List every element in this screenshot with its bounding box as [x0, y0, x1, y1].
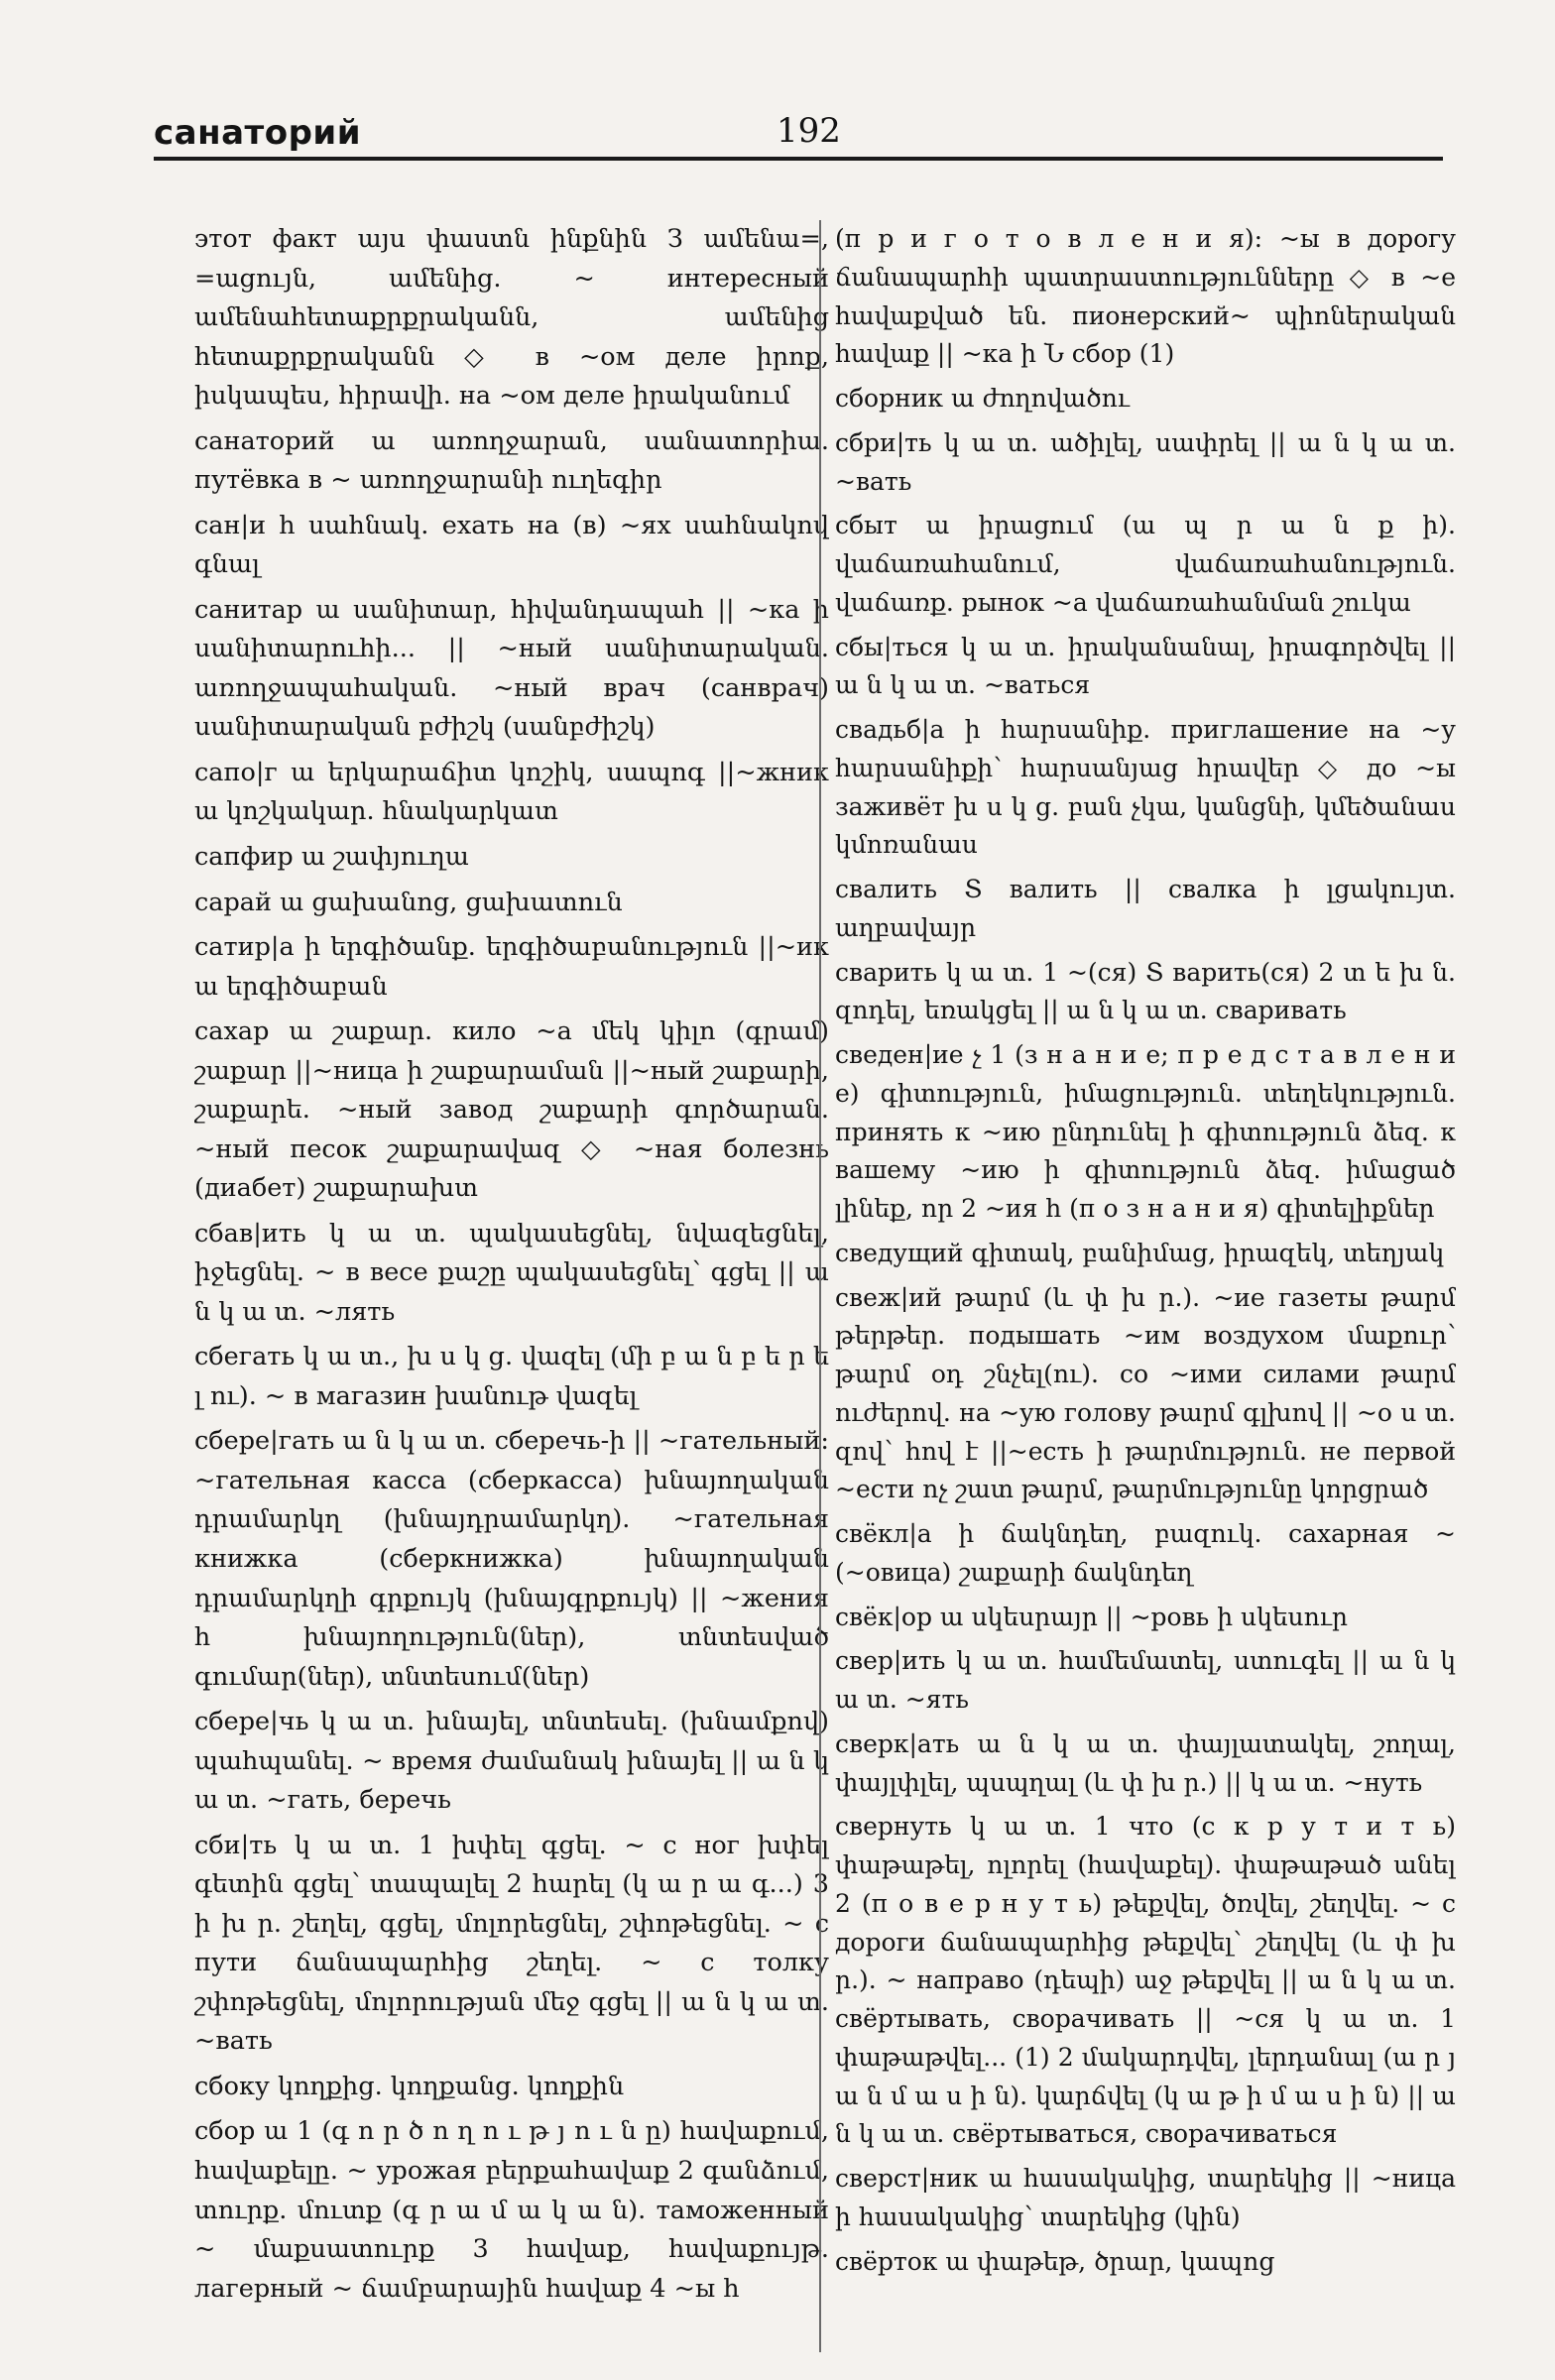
entry: сбы|ться կ ա տ. իրականանալ, իրագործվել || ա ն կ ա տ. ~ваться — [835, 632, 1456, 700]
entry: свёкл|а ի ճակնդեղ, բազուկ. сахарная ~ (~овица) շաքարի ճակնդեղ — [835, 1519, 1456, 1587]
entry: сборник ա ժողովածու — [835, 384, 1130, 413]
entry: этот факт այս փաստն ինքնին З ամենա=, =ացույն, ամենից. ~ интересный ամենահետաքրքրականն, ամենից հետաքրքրականն ◇ в ~ом деле իրոք, իսկապես, հիրավի. на ~ом деле իրականում — [194, 224, 829, 412]
entry: сапо|г ա երկարաճիտ կոշիկ, սապոգ ||~жник ա կոշկակար. հնակարկատ — [194, 757, 829, 827]
entry: сарай ա ցախանոց, ցախատուն — [194, 887, 623, 917]
entry: сбегать կ ա տ., խ ս կ ց. վազել (մի բ ա ն բ ե ր ե լ ու). ~ в магазин խանութ վազել — [194, 1342, 829, 1411]
entry: (п р и г о т о в л е н и я): ~ы в дорогу ճանապարհի պատրաստությունները ◇ в ~е հավաքված են. пионерский~ պիոներական հավաք || ~ка ի Ն сбор (1) — [835, 224, 1456, 369]
entry: свадьб|а ի հարսանիք. приглашение на ~у հարսանիքի՝ հարսանյաց հրավեր ◇ до ~ы заживёт խ ս կ ց. բան չկա, կանցնի, կմեծանաս կմոռանաս — [835, 715, 1456, 860]
entry: сбере|чь կ ա տ. խնայել, տնտեսել. (խնամքով) պահպանել. ~ время ժամանակ խնայել || ա ն կ ա տ. ~гать, беречь — [194, 1707, 829, 1816]
entry: свер|ить կ ա տ. համեմատել, ստուգել || ա ն կ ա տ. ~ять — [835, 1646, 1456, 1714]
entry: сведен|ие չ 1 (з н а н и е; п р е д с т а в л е н и е) գիտություն, իմացություն. տեղեկություն. принять к ~ию ընդունել ի գիտություն ձեզ. к вашему ~ию ի գիտություն ձեզ. իմացած լինեք, որ 2 ~ия հ (п о з н а н и я) գիտելիքներ — [835, 1040, 1456, 1223]
entry: свёрток ա փաթեթ, ծրար, կապոց — [835, 2246, 1275, 2276]
entry: сапфир ա շափյուղա — [194, 841, 469, 872]
left-column — [194, 220, 829, 2352]
entry: санитар ա սանիտար, հիվանդապահ || ~ка ի սանիտարուհի... || ~ный սանիտարական. առողջապահական. ~ный врач (санврач) սանիտարական բժիշկ (սանբժիշկ) — [194, 594, 829, 743]
entry: санаторий ա առողջարան, սանատորիա. путёвка в ~ առողջարանի ուղեգիր — [194, 425, 829, 496]
page-number: 192 — [777, 111, 841, 151]
entry: сби|ть կ ա տ. 1 խփել գցել. ~ с ног խփել գետին գցել՝ տապալել 2 հարել (կ ա ր ա գ...) 3 ի խ ր. շեղել, գցել, մոլորեցնել, շփոթեցնել. ~ с пути ճանապարհից շեղել. ~ с толку շփոթեցնել, մոլորության մեջ գցել || ա ն կ ա տ. ~вать — [194, 1830, 829, 2057]
entry: сбере|гать ա ն կ ա տ. сберечь-ի || ~гательный: ~гательная касса (сберкасса) խնայողական դրամարկղ (խնայդրամարկղ). ~гательная книжка (сберкнижка) խնայողական դրամարկղի գրքույկ (խնայգրքույկ) || ~жения հ խնայողություն(ներ), տնտեսված գումար(ներ), տնտեսում(ներ) — [194, 1426, 829, 1692]
entry: сбыт ա իրացում (ա պ ր ա ն ք ի). վաճառահանում, վաճառահանություն. վաճառք. рынок ~а վաճառահանման շուկա — [835, 511, 1456, 617]
guide-word: санаторий — [154, 113, 362, 153]
entry: сбав|ить կ ա տ. պակասեցնել, նվազեցնել, իջեցնել. ~ в весе քաշը պակասեցնել՝ գցել || ա ն կ ա տ. ~лять — [194, 1218, 829, 1327]
entry: сбоку կողքից. կողքանց. կողքին — [194, 2071, 625, 2101]
entry: сверст|ник ա հասակակից, տարեկից || ~ница ի հասակակից՝ տարեկից (կին) — [835, 2164, 1456, 2231]
right-column — [819, 220, 1456, 2352]
entry: свёк|ор ա սկեսրայր || ~ровь ի սկեսուր — [835, 1602, 1349, 1631]
entry: сверк|ать ա ն կ ա տ. փայլատակել, շողալ, փայլփլել, պսպղալ (և փ խ ր.) || կ ա տ. ~нуть — [835, 1728, 1456, 1797]
entry: свеж|ий թարմ (և փ խ ր.). ~ие газеты թարմ թերթեր. подышать ~им воздухом մաքուր՝ թարմ օդ շնչել(ու). со ~ими силами թարմ ուժերով. на ~ую голову թարմ գլխով || ~о ս տ. զով՝ հով է ||~есть ի թարմություն. не первой ~ести ոչ շատ թարմ, թարմությունը կորցրած — [835, 1282, 1456, 1504]
entry: сан|и հ սահնակ. ехать на (в) ~ях սահնակով գնալ — [194, 510, 829, 580]
entry: свалить Տ валить || свалка ի լցակույտ. աղբավայր — [835, 875, 1456, 942]
entry: сбри|ть կ ա տ. ածիլել, սափրել || ա ն կ ա տ. ~вать — [835, 427, 1456, 496]
entry: свернуть կ ա տ. 1 что (с к р у т и т ь) փաթաթել, ոլորել (հավաքել). փաթաթած անել 2 (п о в е р н у т ь) թեքվել, ծռվել, շեղվել. ~ с дороги ճանապարհից թեքվել՝ շեղվել (և փ խ ր.). ~ направо (դեպի) աջ թեքվել || ա ն կ ա տ. свёртывать, сворачивать || ~ся կ ա տ. 1 փաթաթվել... (1) 2 մակարդվել, լերդանալ (ա ր յ ա ն մ ա ս ի ն). կարճվել (կ ա թ ի մ ա ս ի ն) || ա ն կ ա տ. свёртываться, сворачиваться — [835, 1812, 1456, 2149]
entry: сварить կ ա տ. 1 ~(ся) Տ варить(ся) 2 տ ե խ ն. զոդել, եռակցել || ա ն կ ա տ. сваривать — [835, 957, 1456, 1025]
entry: сведущий գիտակ, բանիմաց, իրազեկ, տեղյակ — [835, 1238, 1445, 1267]
entry: сбор ա 1 (գ ո ր ծ ո ղ ո ւ թ յ ո ւ ն ը) հավաքում, հավաքելը. ~ урожая բերքահավաք 2 գանձում, տուրք. մուտք (գ ր ա մ ա կ ա ն). таможенный ~ մաքսատուրք 3 հավաք, հավաքույթ. лагерный ~ ճամբարային հավաք 4 ~ы հ — [194, 2116, 829, 2304]
entry: сахар ա շաքար. кило ~а մեկ կիլո (գրամ) շաքար ||~ница ի շաքարաման ||~ный շաքարի, շաքարե. ~ный завод շաքարի գործարան. ~ный песок շաքարավազ ◇ ~ная болезнь (диабет) շաքարախտ — [194, 1016, 829, 1204]
entry: сатир|а ի երգիծանք. երգիծաբանություն ||~ик ա երգիծաբան — [194, 932, 829, 1002]
header-rule — [154, 157, 1443, 161]
